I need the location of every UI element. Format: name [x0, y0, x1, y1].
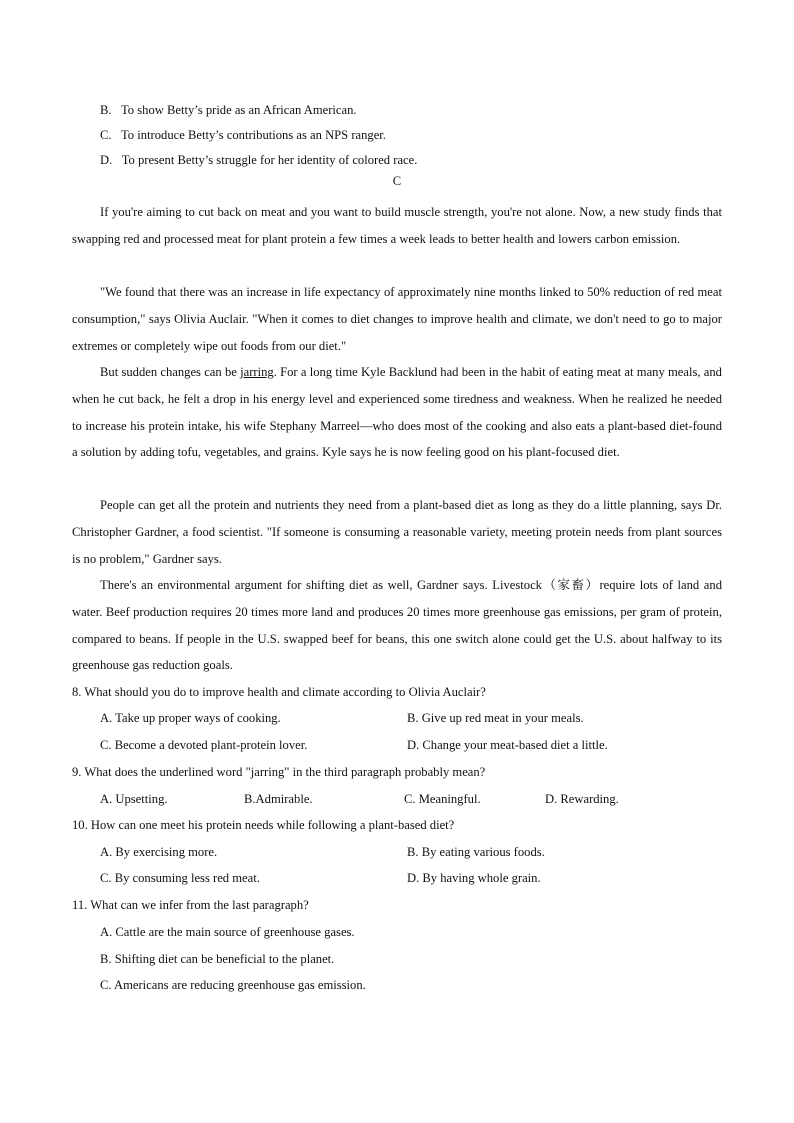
question-10-option-b: B. By eating various foods. [407, 845, 545, 859]
paragraph-3-rest: . For a long time Kyle Backlund had been in the habit of eating meat at many meals, and when he cut back, he felt a drop in his energy level and experienced some tiredness and weakness. When he realized he needed to increase his protein intake, his wife Stephany Marreel—who does most of the cooking and also eats a plant-based diet-found a solution by adding tofu, vegetables, and grains. Kyle says he is now feeling good on his plant-focused diet. [72, 365, 722, 460]
question-9-stem: 9. What does the underlined word "jarring" in the third paragraph probably mean? [72, 765, 486, 779]
question-8-option-b: B. Give up red meat in your meals. [407, 711, 584, 725]
question-8-stem: 8. What should you do to improve health and climate according to Olivia Auclair? [72, 685, 486, 699]
question-9-option-b: B.Admirable. [244, 792, 313, 806]
question-11-option-a: A. Cattle are the main source of greenhouse gases. [100, 925, 355, 939]
question-10-option-d: D. By having whole grain. [407, 871, 541, 885]
question-11-option-c: C. Americans are reducing greenhouse gas emission. [100, 978, 366, 992]
question-11-stem: 11. What can we infer from the last paragraph? [72, 898, 309, 912]
question-10-option-a: A. By exercising more. [100, 845, 218, 859]
question-8-option-a: A. Take up proper ways of cooking. [100, 711, 281, 725]
paragraph-5: There's an environmental argument for shifting diet as well, Gardner says. Livestock（家畜）require lots of land and water. Beef production requires 20 times more land and produces 20 times more greenhouse gas emissions, per gram of protein, compared to beans. If people in the U.S. swapped beef for beans, this one switch alone could get the U.S. about halfway to its greenhouse gas reduction goals. [72, 578, 722, 673]
paragraph-4: People can get all the protein and nutrients they need from a plant-based diet as long as they do a little planning, says Dr. Christopher Gardner, a food scientist. "If someone is consuming a reasonable variety, meeting protein needs from plant sources is no problem," Gardner says. [72, 498, 722, 566]
paragraph-3-start: But sudden changes can be [100, 365, 241, 379]
prev-option-d: D. To present Betty’s struggle for her identity of colored race. [100, 153, 418, 167]
prev-option-b: B. To show Betty’s pride as an African American. [100, 103, 357, 117]
section-heading: C [392, 174, 402, 188]
paragraph-2: "We found that there was an increase in life expectancy of approximately nine months linked to 50% reduction of red meat consumption," says Olivia Auclair. "When it comes to diet changes to improve health and climate, we don't need to go to major extremes or completely wipe out foods from our diet." [72, 285, 722, 353]
question-9-option-c: C. Meaningful. [404, 792, 481, 806]
paragraph-1: If you're aiming to cut back on meat and you want to build muscle strength, you're not alone. Now, a new study finds that swapping red and processed meat for plant protein a few times a week leads to better health and lowers carbon emission. [72, 205, 722, 246]
question-8-option-d: D. Change your meat-based diet a little. [407, 738, 608, 752]
question-10-stem: 10. How can one meet his protein needs while following a plant-based diet? [72, 818, 455, 832]
question-8-option-c: C. Become a devoted plant-protein lover. [100, 738, 308, 752]
question-9-option-d: D. Rewarding. [545, 792, 619, 806]
prev-option-c: C. To introduce Betty’s contributions as an NPS ranger. [100, 128, 386, 142]
question-9-option-a: A. Upsetting. [100, 792, 168, 806]
underlined-word: jarring [240, 365, 274, 379]
question-11-option-b: B. Shifting diet can be beneficial to the planet. [100, 952, 335, 966]
question-10-option-c: C. By consuming less red meat. [100, 871, 260, 885]
paragraph-3 [72, 359, 722, 466]
